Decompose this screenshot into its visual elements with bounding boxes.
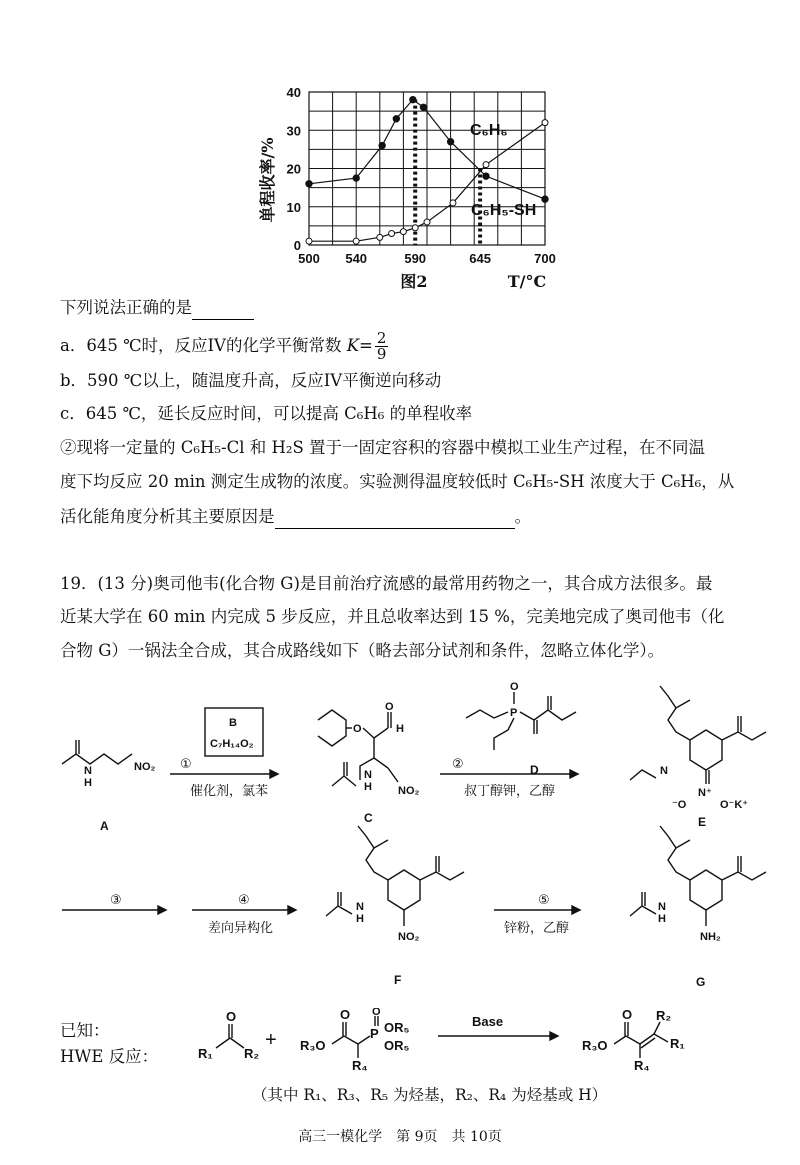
option-c: c．645 ℃，延长反应时间，可以提高 C₆H₆ 的单程收率 (60, 404, 473, 423)
hwe-label: HWE 反应： (60, 1047, 159, 1066)
data-point-c6h6 (542, 120, 548, 126)
compound-c-n: N (364, 769, 372, 781)
part2-line3 (60, 506, 531, 529)
compound-f-label: F (394, 973, 402, 987)
answer-blank[interactable] (192, 297, 254, 320)
answer-blank-2[interactable] (275, 506, 515, 529)
data-point-c6h5-sh (483, 173, 489, 179)
option-a-text: a．645 ℃时，反应IV的化学平衡常数 (60, 336, 347, 355)
data-point-c6h6 (400, 229, 406, 235)
data-point-c6h6 (377, 234, 383, 240)
compound-f-no2: NO₂ (398, 931, 420, 943)
x-tick-label: 590 (404, 251, 427, 266)
compound-e-n: N⁺ (698, 787, 712, 799)
step2-arrow (440, 756, 578, 799)
y-tick-label: 30 (286, 123, 301, 139)
data-point-c6h6 (412, 225, 418, 231)
hwe-ester-o: O (340, 1008, 351, 1022)
data-point-c6h6 (424, 219, 430, 225)
step1-arrow (170, 708, 278, 799)
reagent-d-structure (466, 681, 576, 777)
x-axis-label: T/°C (507, 272, 547, 291)
question-prompt (60, 297, 254, 320)
q19-line3: 合物 G）一锅法全合成，其合成路线如下（略去部分试剂和条件，忽略立体化学）。 (60, 641, 665, 660)
y-tick-label: 0 (293, 238, 301, 253)
hwe-note: （其中 R₁、R₃、R₅ 为烃基，R₂、R₄ 为烃基或 H） (252, 1086, 608, 1104)
synthesis-scheme (0, 670, 800, 1000)
hwe-r1: R₁ (198, 1046, 213, 1061)
compound-g-nh2: NH₂ (700, 931, 721, 943)
compound-g-structure (630, 826, 766, 989)
data-point-c6h6 (483, 162, 489, 168)
fraction-numerator: 2 (376, 329, 387, 347)
y-tick-label: 20 (286, 161, 301, 177)
hwe-base: Base (472, 1014, 504, 1029)
ketone-structure (198, 1009, 259, 1061)
q19-line1: 19．(13 分)奥司他韦(化合物 G)是目前治疗流感的最常用药物之一，其合成方法很多。最 (60, 574, 713, 593)
compound-f-structure (326, 826, 464, 987)
reagent-d-o1: O (510, 681, 519, 693)
hwe-product-structure (582, 1008, 685, 1073)
compound-b-formula: C₇H₁₄O₂ (210, 738, 254, 750)
step5-condition: 锌粉，乙醇 (504, 921, 570, 936)
compound-e-nh: N (660, 765, 668, 777)
q19-line2: 近某大学在 60 min 内完成 5 步反应，并且总收率达到 15 %，完美地完成了奥司他韦（化 (60, 607, 725, 626)
x-tick-label: 540 (345, 251, 368, 266)
fraction-denominator: 9 (376, 345, 387, 363)
data-point-c6h6 (389, 231, 395, 237)
part2-end: 。 (514, 507, 531, 526)
fraction (375, 331, 389, 362)
data-point-c6h5-sh (410, 96, 416, 102)
step5-number: ⑤ (538, 892, 550, 907)
step4-number: ④ (238, 892, 250, 907)
compound-a-no2: NO₂ (134, 761, 156, 773)
series-label-c6h5sh: C₆H₅-SH (471, 202, 537, 219)
step1-number: ① (180, 756, 192, 771)
x-tick-label: 700 (534, 251, 556, 266)
hwe-arrow (438, 1014, 558, 1040)
data-point-c6h6 (306, 238, 312, 244)
step4-condition: 差向异构化 (208, 921, 274, 936)
step2-number: ② (452, 756, 464, 771)
compound-e-structure (630, 686, 766, 829)
data-point-c6h5-sh (379, 142, 385, 148)
compound-g-h: H (658, 913, 666, 925)
hwe-plus: + (265, 1029, 277, 1051)
hwe-or5-b: OR₅ (384, 1038, 410, 1053)
known-label: 已知： (60, 1021, 110, 1040)
step5-arrow (494, 892, 580, 936)
compound-e-label: E (698, 815, 707, 829)
step3-arrow (62, 892, 166, 914)
compound-e-ok: O⁻K⁺ (720, 799, 749, 811)
yield-chart (255, 80, 565, 295)
part2-line3-text: 活化能角度分析其主要原因是 (60, 507, 275, 526)
data-point-c6h5-sh (353, 175, 359, 181)
reagent-d-label: D (530, 763, 539, 777)
data-point-c6h5-sh (447, 139, 453, 145)
compound-a-h: H (84, 777, 92, 789)
hwe-p: P (370, 1026, 379, 1041)
hwe-reaction-scheme (190, 1008, 710, 1078)
option-a (60, 328, 388, 364)
compound-e-o-minus: ⁻O (672, 799, 687, 811)
part2-line1: ②现将一定量的 C₆H₅-Cl 和 H₂S 置于一固定容积的容器中模拟工业生产过程，在不同温 (60, 438, 706, 457)
x-tick-label: 645 (469, 251, 491, 266)
hwe-r2: R₂ (244, 1046, 260, 1061)
compound-c-no2: NO₂ (398, 785, 420, 797)
data-point-c6h5-sh (542, 196, 548, 202)
hwe-po: O (372, 1008, 381, 1018)
option-a-k: K (346, 336, 360, 355)
option-b: b．590 ℃以上，随温度升高，反应IV平衡逆向移动 (60, 371, 442, 390)
page-footer: 高三一模化学 第 9页 共 10页 (298, 1129, 502, 1145)
compound-g-label: G (696, 975, 706, 989)
data-point-c6h5-sh (306, 181, 312, 187)
compound-c-label: C (364, 811, 373, 825)
phosphonate-structure (300, 1008, 410, 1073)
reagent-d-p: P (510, 707, 518, 719)
compound-c-h: H (396, 723, 404, 735)
compound-a-label: A (100, 819, 109, 833)
step3-number: ③ (110, 892, 122, 907)
data-point-c6h5-sh (420, 104, 426, 110)
series-label-c6h6: C₆H₆ (470, 122, 508, 139)
part2-line2: 度下均反应 20 min 测定生成物的浓度。实验测得温度较低时 C₆H₅-SH 浓度大于 C₆H₆，从 (60, 472, 735, 491)
hwe-ketone-o: O (226, 1009, 237, 1024)
compound-g-n: N (658, 901, 666, 913)
step2-condition: 叔丁醇钾，乙醇 (464, 784, 556, 799)
compound-c-o2: O (385, 701, 394, 713)
y-tick-label: 10 (286, 199, 301, 215)
compound-a-structure (62, 740, 156, 833)
compound-f-h: H (356, 913, 364, 925)
option-a-eq: = (359, 336, 373, 355)
hwe-r3o: R₃O (300, 1038, 326, 1053)
step4-arrow (192, 892, 296, 936)
hwe-product-r1: R₁ (670, 1036, 685, 1051)
step1-condition: 催化剂，氯苯 (190, 784, 269, 799)
x-tick-label: 500 (298, 251, 320, 266)
compound-a-n: N (84, 765, 92, 777)
y-axis-label: 单程收率/% (258, 137, 277, 223)
compound-f-n: N (356, 901, 364, 913)
y-tick-label: 40 (286, 85, 301, 100)
data-point-c6h6 (450, 200, 456, 206)
chart-ticks (287, 85, 556, 266)
chart-title: 图2 (400, 272, 428, 291)
hwe-product-r3o: R₃O (582, 1038, 608, 1053)
hwe-product-r2: R₂ (656, 1008, 672, 1023)
prompt-text: 下列说法正确的是 (60, 298, 192, 317)
hwe-product-r4: R₄ (634, 1058, 650, 1073)
hwe-or5-a: OR₅ (384, 1020, 410, 1035)
data-point-c6h6 (353, 238, 359, 244)
compound-b-label: B (229, 717, 237, 729)
compound-c-o1: O (353, 723, 362, 735)
data-point-c6h5-sh (393, 116, 399, 122)
hwe-r4: R₄ (352, 1058, 368, 1073)
compound-c-nh: H (364, 781, 372, 793)
compound-c-structure (318, 701, 420, 825)
hwe-product-o: O (622, 1008, 633, 1022)
